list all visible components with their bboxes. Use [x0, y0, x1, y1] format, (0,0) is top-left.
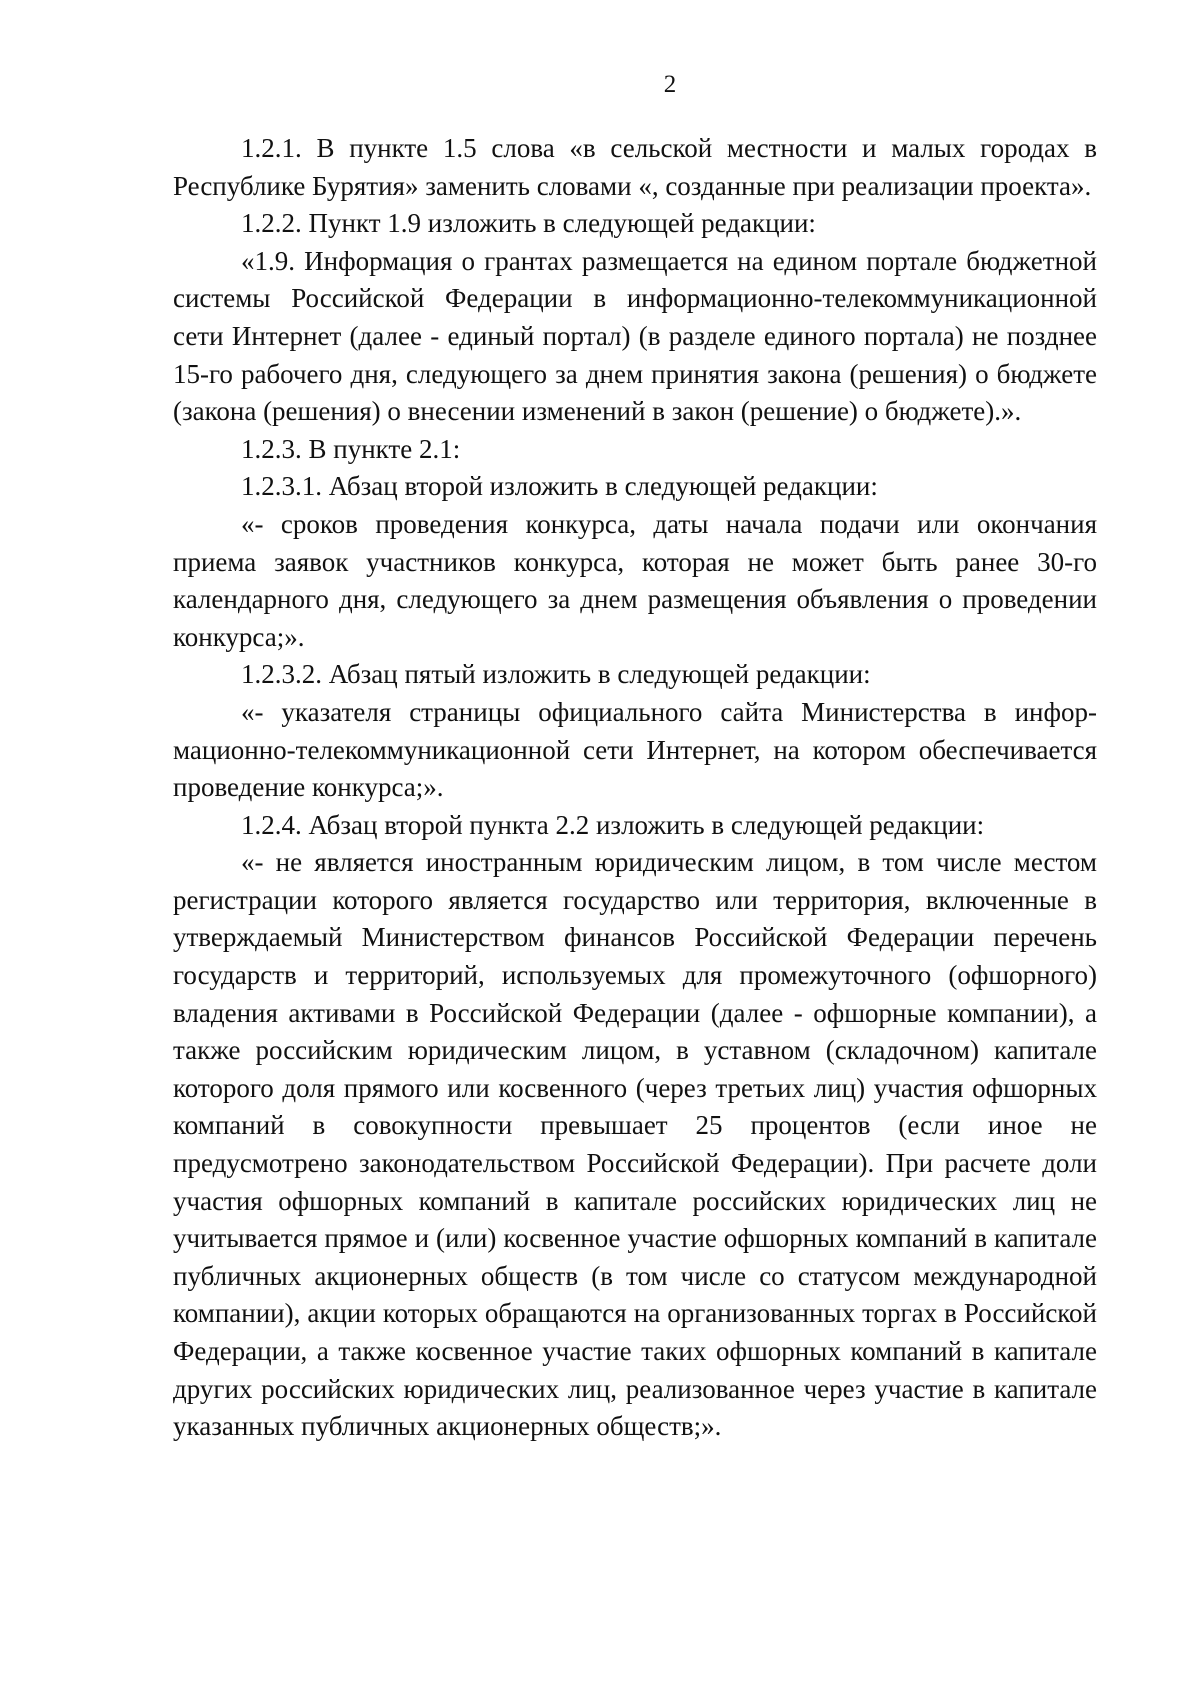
paragraph-1-9-quote: «1.9. Информация о грантах размещается на едином портале бюджетной системы Российской Федерации в информационно-телекоммуникационной сети Интернет (далее - единый портал) (в разделе единого портала) не позднее 15-го рабочего дня, следующего за днем принятия закона (решения) о бюджете (закона (решения) о внесении изменений в закон (решение) о бюджете).». — [173, 245, 1097, 427]
paragraph-1-2-4: 1.2.4. Абзац второй пункта 2.2 изложить в следующей редакции: — [241, 809, 985, 840]
paragraph-1-2-2: 1.2.2. Пункт 1.9 изложить в следующей редакции: — [241, 208, 816, 239]
page-number: 2 — [663, 71, 677, 98]
paragraph-website-quote: «- указателя страницы официального сайта Министерства в информационно-телекоммуникационной сети Интернет, на котором обеспечивается проведение конкурса;». — [173, 696, 1097, 803]
paragraph-contest-dates-quote: «- сроков проведения конкурса, даты начала подачи или окончания приема заявок участников конкурса, которая не может быть ранее 30-го календарного дня, следующего за днем размещения объявления о проведении конкурса;». — [173, 508, 1097, 652]
paragraph-1-2-3-2: 1.2.3.2. Абзац пятый изложить в следующей редакции: — [241, 659, 871, 690]
paragraph-1-2-3: 1.2.3. В пункте 2.1: — [241, 433, 461, 464]
document-body — [173, 130, 1097, 1446]
paragraph-1-2-1: 1.2.1. В пункте 1.5 слова «в сельской местности и малых городах в Республике Бурятия» заменить словами «, созданные при реализации проекта». — [173, 133, 1097, 201]
paragraph-offshore-quote: «- не является иностранным юридическим лицом, в том числе местом регистрации которого является государство или территория, включенные в утверждаемый Министерством финансов Российской Федерации перечень государств и территорий, используемых для промежуточного (офшорного) владения активами в Российской Федерации (далее - офшорные компании), а также российским юридическим лицом, в уставном (складочном) капитале которого доля прямого или косвенного (через третьих лиц) участия офшорных компаний в совокупности превышает 25 процентов (если иное не предусмотрено законодательством Российской Федерации). При расчете доли участия офшорных компаний в капитале российских юридических лиц не учитывается прямое и (или) косвенное участие офшорных компаний в капитале публичных акционерных обществ (в том числе со статусом международной компании), акции которых обращаются на организованных торгах в Российской Федерации, а также косвенное участие таких офшорных компаний в капитале других российских юридических лиц, реализованное через участие в капитале указанных публичных акционерных обществ;». — [173, 847, 1097, 1442]
paragraph-1-2-3-1: 1.2.3.1. Абзац второй изложить в следующей редакции: — [241, 471, 878, 502]
